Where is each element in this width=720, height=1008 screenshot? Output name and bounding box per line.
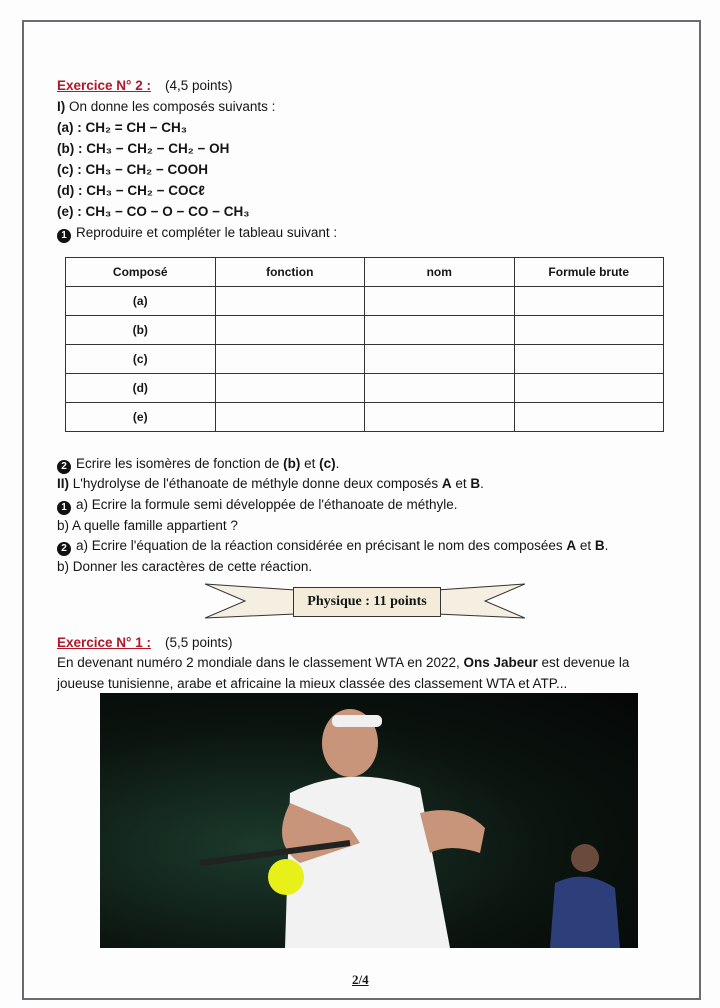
text: En devenant numéro 2 mondiale dans le classement WTA en 2022,: [57, 655, 464, 670]
page-number: 2/4: [352, 972, 369, 987]
row-label: (d): [66, 374, 216, 403]
row-label: (e): [66, 403, 216, 432]
banner-label: Physique : 11 points: [293, 587, 441, 617]
table-row: [66, 287, 664, 316]
exercise-2-heading: [57, 78, 233, 93]
compounds-table: [65, 257, 664, 432]
text: .: [335, 456, 340, 471]
compound-formula: CH₃ − CO − O − CO − CH₃: [85, 204, 250, 219]
compound-label: (b) :: [57, 141, 83, 156]
text: L'hydrolyse de l'éthanoate de méthyle donne deux composés: [69, 476, 442, 491]
text: (c): [319, 456, 336, 471]
compound-label: (d) :: [57, 183, 83, 198]
part-2-question-2a: [57, 538, 608, 556]
text: Ons Jabeur: [463, 655, 538, 670]
part-number: I): [57, 99, 66, 114]
part-1-intro: [57, 99, 275, 114]
question-1: [57, 225, 337, 243]
intro-text: On donne les composés suivants :: [65, 99, 276, 114]
compound-formula: CH₃ − CH₂ − CH₂ − OH: [86, 141, 230, 156]
text: et: [451, 476, 471, 491]
exercise-title: Exercice N° 1 :: [57, 635, 151, 650]
part-2-question-2b: b) Donner les caractères de cette réaction.: [57, 559, 313, 574]
physique-banner: [205, 582, 525, 620]
exercise-1-heading: [57, 635, 233, 650]
text: .: [604, 538, 609, 553]
text: A: [441, 476, 452, 491]
number-badge-icon: 1: [57, 229, 71, 243]
exercise-1-text-2: joueuse tunisienne, arabe et africaine la mieux classée des classement WTA et ATP...: [57, 676, 568, 691]
question-2: [57, 456, 339, 474]
text: a) Ecrire la formule semi développée de l'éthanoate de méthyle.: [76, 497, 458, 512]
part-number: II): [57, 476, 69, 491]
column-header: Composé: [66, 258, 216, 287]
compound-formula: CH₃ − CH₂ − COCℓ: [86, 183, 205, 198]
column-header: fonction: [215, 258, 365, 287]
question-text: Reproduire et compléter le tableau suivant :: [76, 225, 338, 240]
number-badge-icon: 2: [57, 542, 71, 556]
part-2-question-1b: b) A quelle famille appartient ?: [57, 518, 238, 533]
exercise-points: (5,5 points): [164, 635, 233, 650]
tennis-player-image-icon: [100, 693, 638, 948]
number-badge-icon: 1: [57, 501, 71, 515]
column-header: Formule brute: [514, 258, 664, 287]
text: Ecrire les isomères de fonction de: [76, 456, 284, 471]
row-label: (c): [66, 345, 216, 374]
number-badge-icon: 2: [57, 460, 71, 474]
compound-label: (c) :: [57, 162, 82, 177]
row-label: (b): [66, 316, 216, 345]
compound-formula: CH₃ − CH₂ − COOH: [85, 162, 209, 177]
text: et: [300, 456, 320, 471]
compound-label: (a) :: [57, 120, 82, 135]
text: est devenue la: [537, 655, 630, 670]
row-label: (a): [66, 287, 216, 316]
table-row: [66, 316, 664, 345]
table-row: [66, 345, 664, 374]
compound-label: (e) :: [57, 204, 82, 219]
part-2-intro: [57, 476, 484, 491]
column-header: nom: [365, 258, 515, 287]
exercise-title: Exercice N° 2 :: [57, 78, 151, 93]
compound-a: [57, 120, 187, 135]
part-2-question-1a: [57, 497, 458, 515]
compound-e: [57, 204, 250, 219]
text: A: [566, 538, 577, 553]
table-header-row: [66, 258, 664, 287]
compound-d: [57, 183, 205, 198]
text: B: [470, 476, 481, 491]
text: .: [480, 476, 484, 491]
table-row: [66, 403, 664, 432]
table-row: [66, 374, 664, 403]
text: B: [594, 538, 605, 553]
text: a) Ecrire l'équation de la réaction considérée en précisant le nom des composées: [76, 538, 567, 553]
exercise-1-text: [57, 655, 629, 670]
compound-c: [57, 162, 208, 177]
text: (b): [283, 456, 301, 471]
exercise-points: (4,5 points): [164, 78, 233, 93]
compound-b: [57, 141, 229, 156]
tennis-player-photo: [100, 693, 638, 948]
text: et: [576, 538, 595, 553]
compound-formula: CH₂ = CH − CH₃: [85, 120, 188, 135]
